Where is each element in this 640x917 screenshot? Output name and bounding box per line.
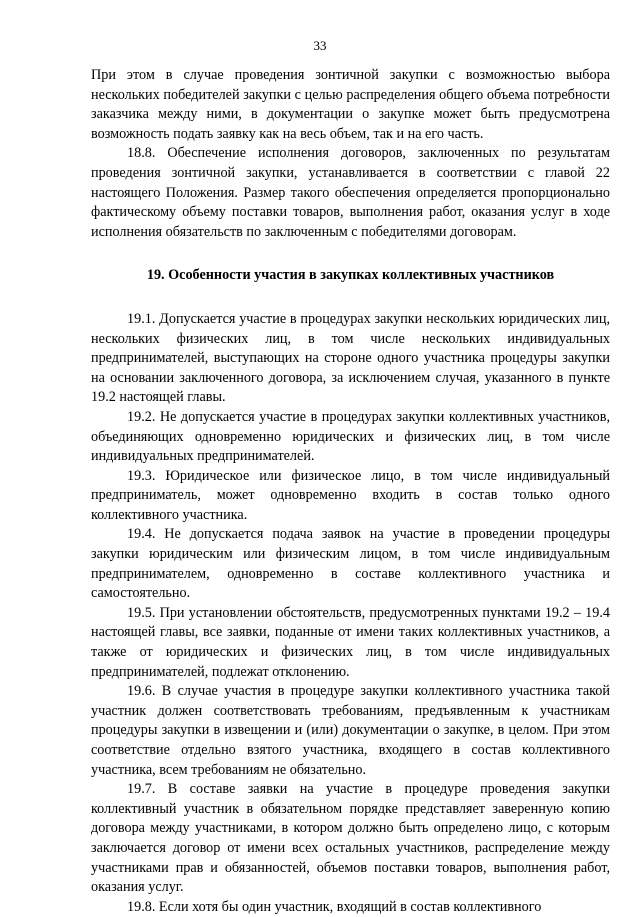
section-heading-19: 19. Особенности участия в закупках коллективных участников (146, 267, 555, 284)
page-content (91, 66, 610, 917)
paragraph-19-2: 19.2. Не допускается участие в процедурах закупки коллективных участников, объединяющих одновременно юридических и физических лиц, в том числе индивидуальных предпринимателей. (91, 408, 610, 465)
paragraph-19-7: 19.7. В составе заявки на участие в процедуре проведения закупки коллективный участник в обязательном порядке представляет заверенную копию договора между участниками, в котором должно быть определено лицо, с которым заключается договор от имени всех остальных участников, распределение между участниками прав и обязанностей, объемов поставки товаров, выполнения работ, оказания услуг. (91, 781, 610, 896)
paragraph-18-8: 18.8. Обеспечение исполнения договоров, заключенных по результатам проведения зонтичной закупки, устанавливается в соответствии с главой 22 настоящего Положения. Размер такого обеспечения определяется пропорционально фактическому объему поставки товаров, выполнения работ, оказания услуг в ходе исполнения обязательств по заключенным с победителями договорам. (91, 145, 610, 240)
paragraph-19-1: 19.1. Допускается участие в процедурах закупки нескольких юридических лиц, нескольких физических лиц, в том числе нескольких индивидуальных предпринимателей, выступающих на стороне одного участника процедуры закупки на основании заключенного договора, за исключением случая, указанного в пункте 19.2 настоящей главы. (91, 310, 610, 406)
page-number: 33 (313, 38, 327, 53)
paragraph-19-3: 19.3. Юридическое или физическое лицо, в том числе индивидуальный предприниматель, может одновременно входить в состав только одного коллективного участника. (91, 467, 610, 523)
paragraph-19-6: 19.6. В случае участия в процедуре закупки коллективного участника такой участник должен соответствовать требованиям, предъявленным к участникам процедуры закупки в извещении и (или) документации о закупке, в целом. При этом соответствие отдельно взятого участника, входящего в состав коллективного участника, всем требованиям не обязательно. (91, 683, 610, 778)
paragraph-umbrella-purchase-volume: При этом в случае проведения зонтичной закупки с возможностью выбора нескольких победителей закупки с целью распределения общего объема потребности заказчика между ними, в документации о закупке может быть предусмотрена возможность подать заявку как на весь объем, так и на его часть. (91, 67, 610, 142)
paragraph-19-4: 19.4. Не допускается подача заявок на участие в проведении процедуры закупки юридическим или физическим лицом, в том числе индивидуальным предпринимателем, одновременно в составе коллективного участника и самостоятельно. (91, 526, 610, 602)
paragraph-19-8: 19.8. Если хотя бы один участник, входящий в состав коллективного (127, 898, 542, 915)
paragraph-19-5: 19.5. При установлении обстоятельств, предусмотренных пунктами 19.2 – 19.4 настоящей главы, все заявки, поданные от имени таких коллективных участников, а также от юридических и физических лиц, в том числе индивидуальных предпринимателей, подлежат отклонению. (91, 604, 610, 680)
